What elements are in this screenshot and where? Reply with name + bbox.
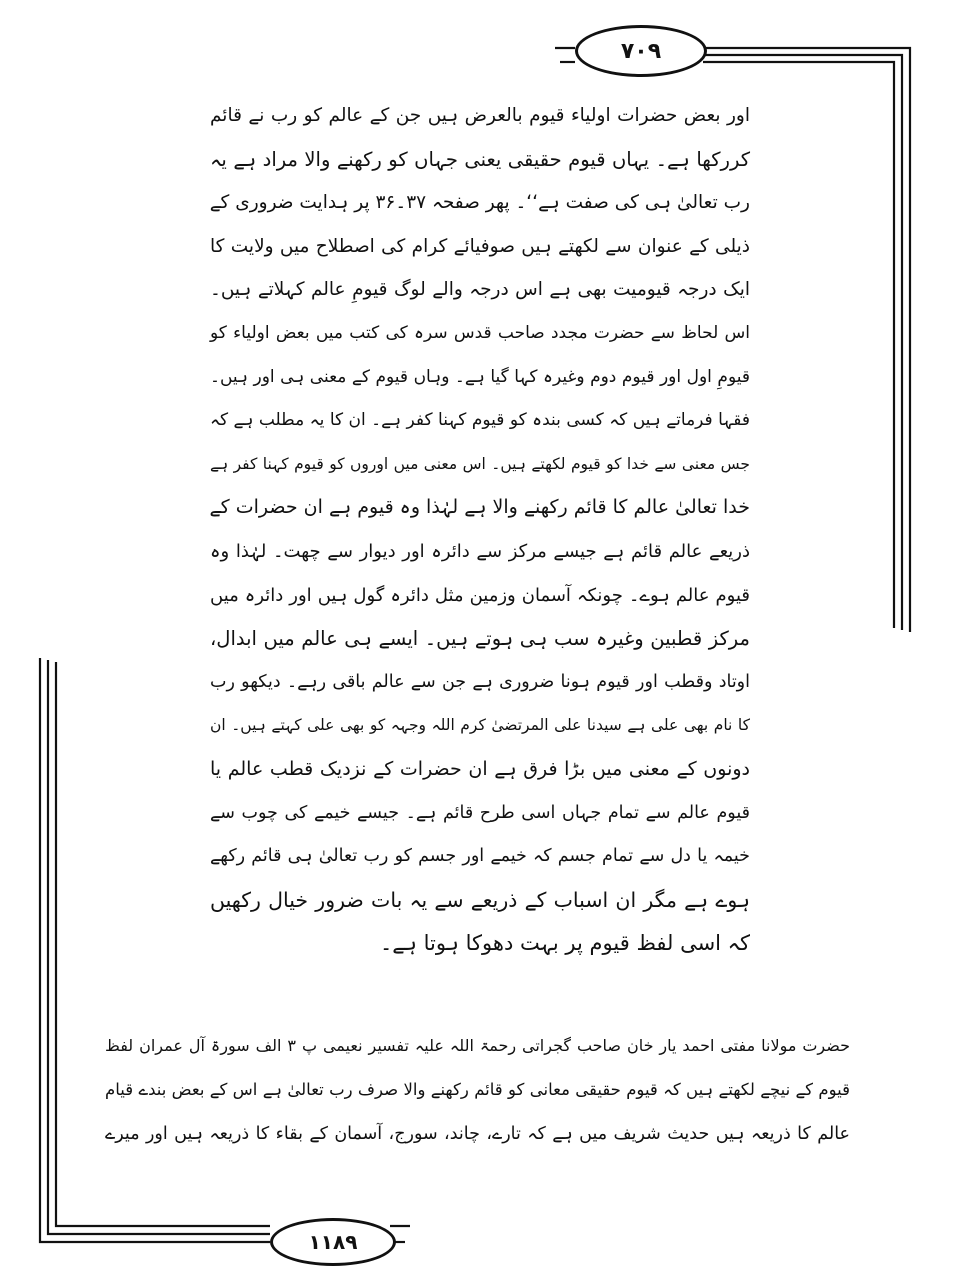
text-line: دونوں کے معنی میں بڑا فرق ہے ان حضرات کے نزدیک قطب عالم یا — [210, 757, 750, 780]
text-line: قیوم عالم ہوے۔ چونکہ آسمان وزمین مثل دائرہ گول ہیں اور دائرہ میں — [210, 584, 750, 606]
main-text-column — [210, 94, 750, 966]
text-line: ذیلی کے عنوان سے لکھتے ہیں صوفیائے کرام کی اصطلاح میں ولایت کا — [210, 235, 750, 257]
text-line: خیمہ یا دل سے تمام جسم کہ خیمے اور جسم کو رب تعالیٰ ہی قائم رکھے — [210, 846, 750, 867]
header-page-number: ۷۰۹ — [620, 38, 662, 64]
text-line: کا نام بھی علی ہے سیدنا علی المرتضیٰ کرم اللہ وجہہ کو بھی علی کہتے ہیں۔ ان — [210, 716, 750, 735]
text-line: قیومِ اول اور قیوم دوم وغیرہ کہا گیا ہے۔ وہاں قیوم کے معنی ہی اور ہیں۔ — [210, 366, 750, 387]
text-line: اوتاد وقطب اور قیوم ہونا ضروری ہے جن سے عالم باقی رہے۔ دیکھو رب — [210, 671, 750, 692]
text-line: ذریعے عالم قائم ہے جیسے مرکز سے دائرہ اور دیوار سے چھت۔ لہٰذا وہ — [210, 540, 750, 562]
text-line: کررکھا ہے۔ یہاں قیوم حقیقی یعنی جہاں کو رکھنے والا مراد ہے یہ — [210, 147, 750, 171]
wide-text-paragraph — [105, 1024, 850, 1156]
text-line: قیوم عالم سے تمام جہاں اسی طرح قائم ہے۔ جیسے خیمے کی چوب سے — [210, 802, 750, 823]
text-line: ہوے ہے مگر ان اسباب کے ذریعے سے یہ بات ضرور خیال رکھیں — [210, 887, 750, 912]
text-line: کہ اسی لفظ قیوم پر بہت دھوکا ہوتا ہے۔ — [379, 931, 750, 956]
text-line: حضرت مولانا مفتی احمد یار خان صاحب گجراتی رحمۃ اللہ علیہ تفسیر نعیمی پ ۳ الف سورۃ آل عمران لفظ — [105, 1036, 850, 1055]
text-line: مرکز قطبین وغیرہ سب ہی ہوتے ہیں۔ ایسے ہی عالم میں ابدال، — [210, 627, 750, 651]
text-line: قیوم کے نیچے لکھتے ہیں کہ قیوم حقیقی معانی کو قائم رکھنے والا صرف رب تعالیٰ ہے اس کے بعض بندے قیام — [105, 1080, 850, 1099]
header-page-number-badge — [575, 25, 707, 77]
text-line: رب تعالیٰ ہی کی صفت ہے‘‘۔ پھر صفحہ ۳۷۔۳۶ پر ہدایت ضروری کے — [209, 192, 750, 214]
text-line: اور بعض حضرات اولیاء قیوم بالعرض ہیں جن کے عالم کو رب نے قائم — [210, 105, 750, 126]
text-line: فقہا فرماتے ہیں کہ کسی بندہ کو قیوم کہنا کفر ہے۔ ان کا یہ مطلب ہے کہ — [210, 410, 750, 431]
text-line: ایک درجہ قیومیت بھی ہے اس درجہ والے لوگ قیومِ عالم کہلاتے ہیں۔ — [210, 279, 750, 301]
text-line: اس لحاظ سے حضرت مجدد صاحب قدس سرہ کی کتب میں بعض اولیاء کو — [210, 322, 750, 343]
text-line: عالم کا ذریعہ ہیں حدیث شریف میں ہے کہ تارے، چاند، سورج، آسمان کے بقاء کا ذریعہ ہیں اور میرے — [105, 1124, 850, 1144]
text-line: خدا تعالیٰ عالم کا قائم رکھنے والا ہے لہٰذا وہ قیوم ہے ان حضرات کے — [209, 496, 750, 519]
footer-page-number-badge — [270, 1218, 396, 1266]
footer-page-number: ۱۱۸۹ — [308, 1230, 358, 1254]
text-line: جس معنی سے خدا کو قیوم لکھتے ہیں۔ اس معنی میں اوروں کو قیوم کہنا کفر ہے — [210, 454, 750, 473]
